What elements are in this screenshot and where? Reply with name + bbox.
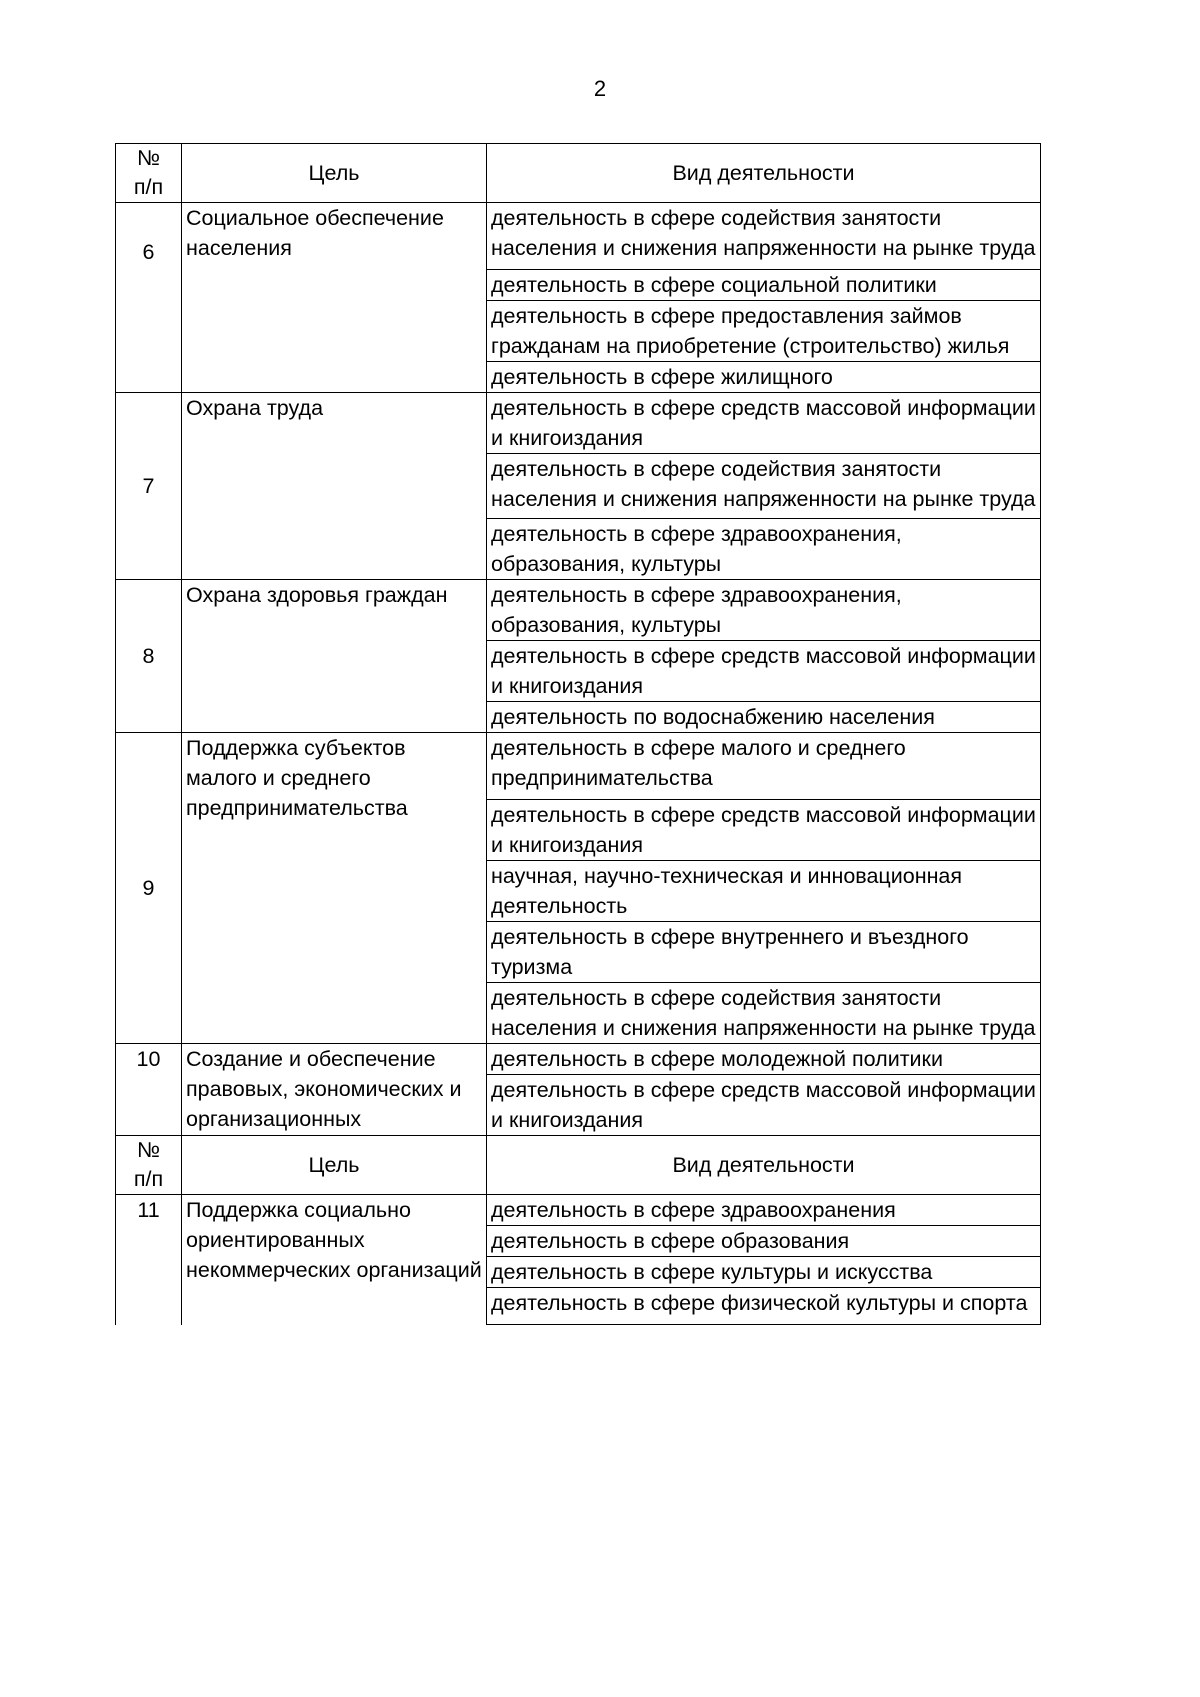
activity-cell: деятельность в сфере молодежной политики — [487, 1044, 1041, 1075]
row-goal: Социальное обеспечение населения — [182, 203, 487, 393]
table-header-row-repeat — [116, 1136, 1041, 1195]
row-goal: Поддержка социально ориентированных некоммерческих организаций — [182, 1195, 487, 1325]
activity-cell: деятельность в сфере здравоохранения, образования, культуры — [487, 519, 1041, 580]
header-number: № п/п — [116, 1136, 182, 1195]
activity-cell: деятельность в сфере здравоохранения — [487, 1195, 1041, 1226]
header-activity: Вид деятельности — [487, 144, 1041, 203]
activity-cell: деятельность в сфере внутреннего и въездного туризма — [487, 922, 1041, 983]
activity-cell: деятельность в сфере физической культуры и спорта — [487, 1288, 1041, 1325]
activity-cell: деятельность в сфере здравоохранения, образования, культуры — [487, 580, 1041, 641]
activity-cell: деятельность в сфере предоставления займов гражданам на приобретение (строительство) жилья — [487, 301, 1041, 362]
table-row — [116, 580, 1041, 641]
table-row — [116, 733, 1041, 800]
row-number: 9 — [116, 733, 182, 1044]
activity-cell: деятельность в сфере образования — [487, 1226, 1041, 1257]
activity-cell: деятельность в сфере средств массовой информации и книгоиздания — [487, 1075, 1041, 1136]
activities-table — [115, 143, 1041, 1325]
activity-cell: деятельность в сфере содействия занятости населения и снижения напряженности на рынке труда — [487, 203, 1041, 270]
activity-cell: деятельность в сфере социальной политики — [487, 270, 1041, 301]
table-row — [116, 393, 1041, 454]
table-row — [116, 1195, 1041, 1226]
activity-cell: деятельность в сфере жилищного — [487, 362, 1041, 393]
row-goal: Создание и обеспечение правовых, экономических и организационных — [182, 1044, 487, 1136]
row-number: 11 — [116, 1195, 182, 1325]
header-activity: Вид деятельности — [487, 1136, 1041, 1195]
header-goal: Цель — [182, 1136, 487, 1195]
activity-cell: деятельность по водоснабжению населения — [487, 702, 1041, 733]
table-row — [116, 1044, 1041, 1075]
table-row — [116, 203, 1041, 270]
row-number: 8 — [116, 580, 182, 733]
activity-cell: деятельность в сфере малого и среднего предпринимательства — [487, 733, 1041, 800]
activity-cell: деятельность в сфере содействия занятости населения и снижения напряженности на рынке труда — [487, 983, 1041, 1044]
header-goal: Цель — [182, 144, 487, 203]
row-number: 7 — [116, 393, 182, 580]
table-header-row — [116, 144, 1041, 203]
activity-cell: научная, научно-техническая и инновационная деятельность — [487, 861, 1041, 922]
row-number: 10 — [116, 1044, 182, 1136]
activity-cell: деятельность в сфере средств массовой информации и книгоиздания — [487, 800, 1041, 861]
row-goal: Охрана здоровья граждан — [182, 580, 487, 733]
row-goal: Охрана труда — [182, 393, 487, 580]
activity-cell: деятельность в сфере средств массовой информации и книгоиздания — [487, 393, 1041, 454]
row-goal: Поддержка субъектов малого и среднего предпринимательства — [182, 733, 487, 1044]
page-number: 2 — [593, 76, 607, 101]
activity-cell: деятельность в сфере культуры и искусства — [487, 1257, 1041, 1288]
row-number: 6 — [116, 203, 182, 393]
activity-cell: деятельность в сфере содействия занятости населения и снижения напряженности на рынке труда — [487, 454, 1041, 519]
header-number: № п/п — [116, 144, 182, 203]
activity-cell: деятельность в сфере средств массовой информации и книгоиздания — [487, 641, 1041, 702]
